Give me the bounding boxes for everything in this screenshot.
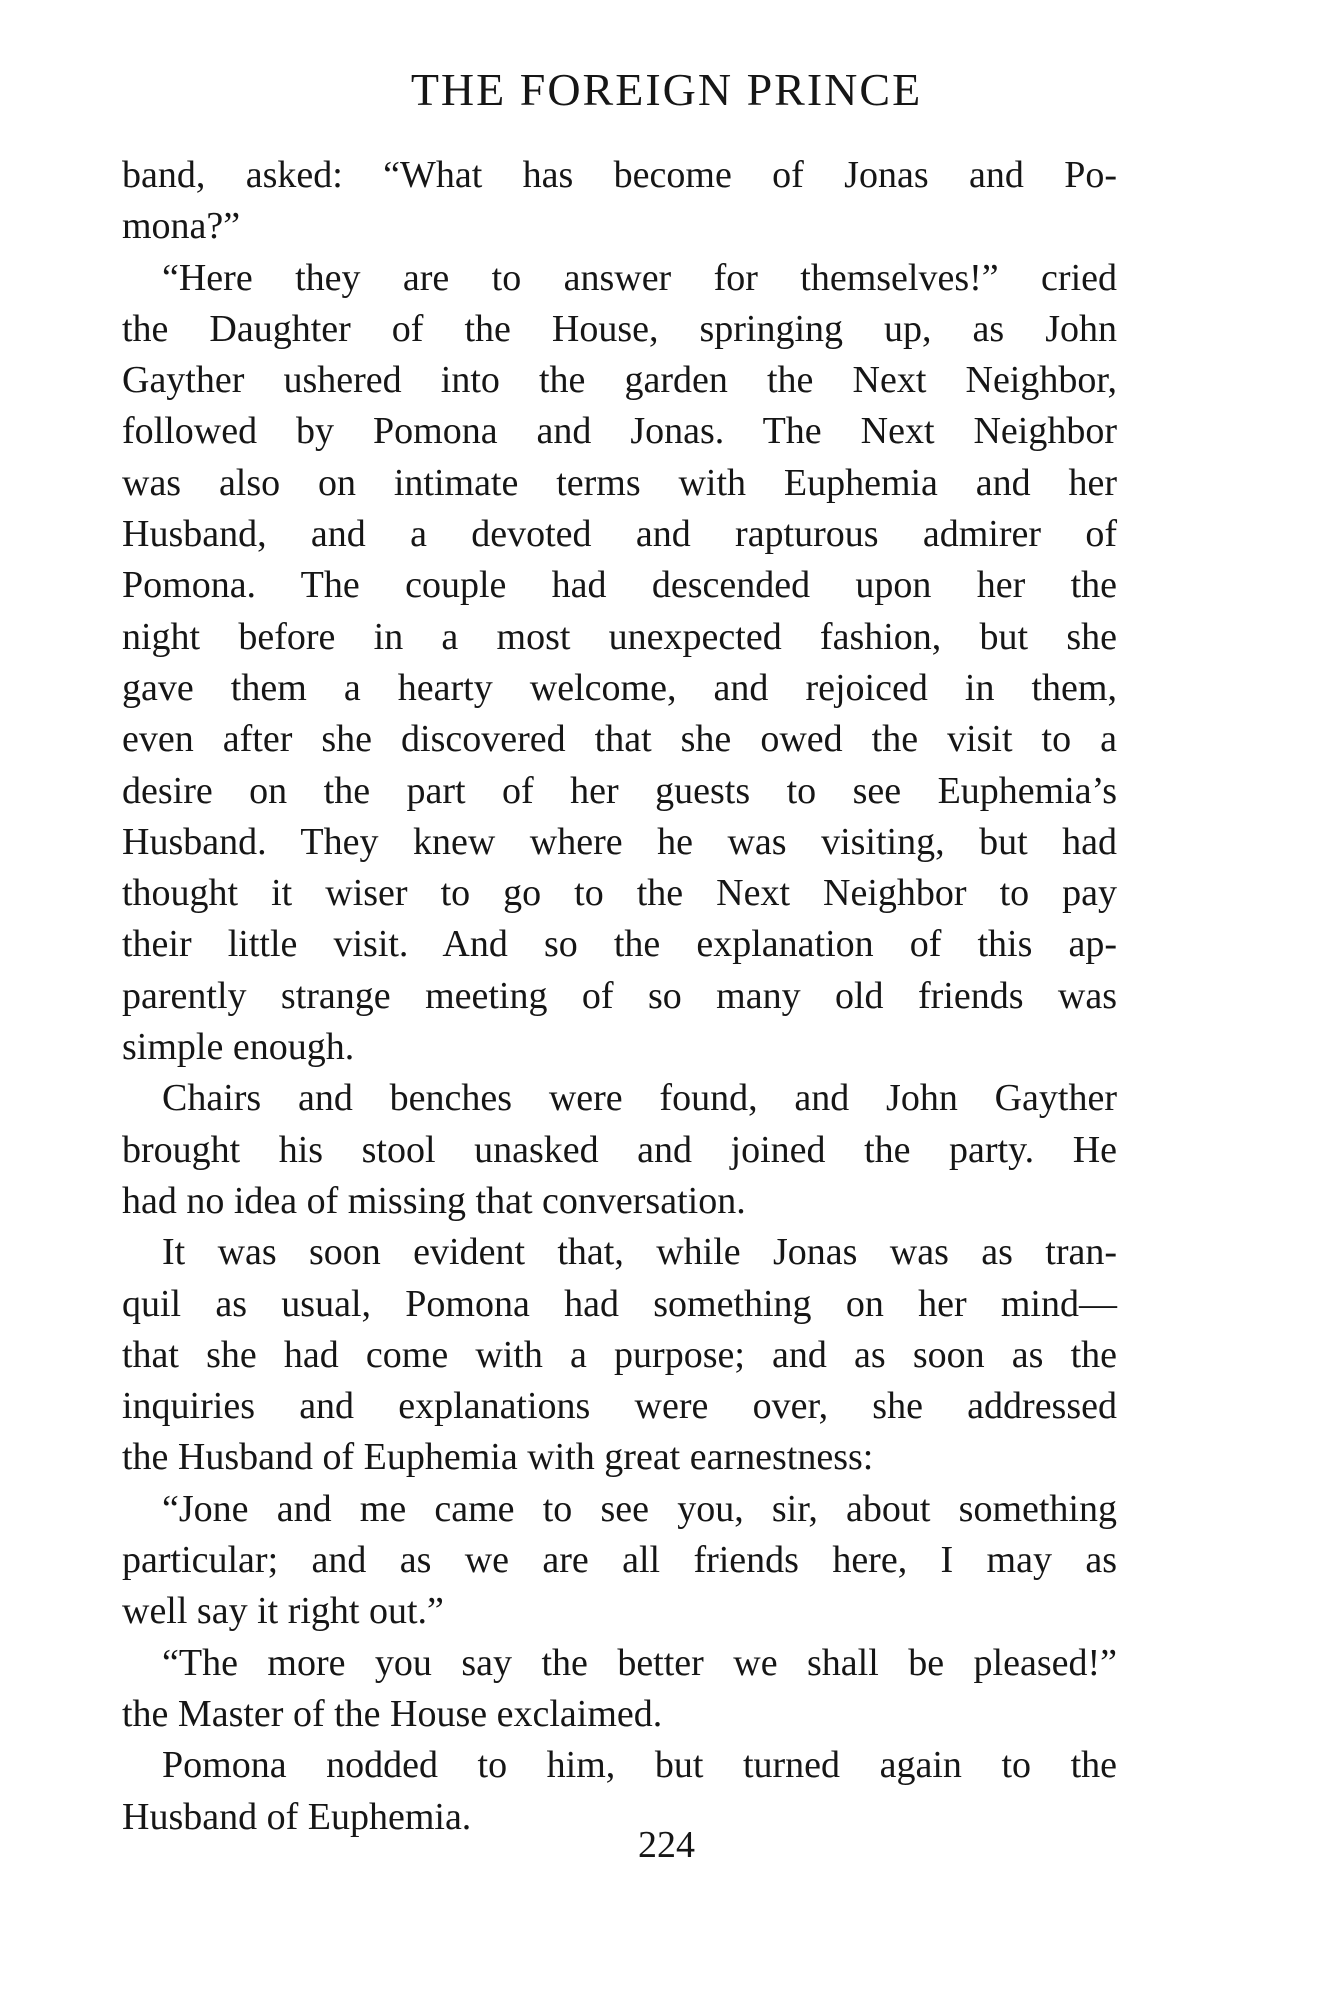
paragraph-4	[122, 1227, 1117, 1483]
text-line: desire on the part of her guests to see Euphemia’s	[122, 769, 1117, 812]
text-line: quil as usual, Pomona had something on her mind—	[122, 1282, 1117, 1325]
text-line: the Daughter of the House, springing up, as John	[122, 307, 1117, 350]
page-number: 224	[638, 1824, 695, 1866]
text-line: “The more you say the better we shall be pleased!”	[162, 1641, 1117, 1684]
text-line: parently strange meeting of so many old friends was	[122, 974, 1117, 1017]
text-line: the Master of the House exclaimed.	[122, 1692, 663, 1735]
text-line: Pomona. The couple had descended upon her the	[122, 564, 1117, 607]
text-line: brought his stool unasked and joined the party. He	[122, 1128, 1117, 1171]
text-line: well say it right out.”	[122, 1590, 444, 1633]
text-line: “Jone and me came to see you, sir, about something	[162, 1487, 1117, 1530]
text-line: the Husband of Euphemia with great earnestness:	[122, 1436, 874, 1479]
text-line: Chairs and benches were found, and John Gayther	[162, 1077, 1117, 1120]
text-line: followed by Pomona and Jonas. The Next Neighbor	[122, 410, 1117, 453]
text-line: Gayther ushered into the garden the Next Neighbor,	[122, 359, 1117, 402]
text-line: had no idea of missing that conversation.	[122, 1179, 746, 1222]
text-line: was also on intimate terms with Euphemia and her	[122, 461, 1117, 504]
text-line: inquiries and explanations were over, she addressed	[122, 1385, 1117, 1428]
text-line: Husband of Euphemia.	[122, 1795, 472, 1838]
text-line: mona?”	[122, 205, 241, 248]
text-line: gave them a hearty welcome, and rejoiced in them,	[122, 666, 1117, 709]
text-line: even after she discovered that she owed the visit to a	[122, 718, 1117, 761]
text-line: that she had come with a purpose; and as soon as the	[122, 1333, 1117, 1376]
text-line: night before in a most unexpected fashion, but she	[122, 615, 1117, 658]
text-line: It was soon evident that, while Jonas was as tran-	[162, 1231, 1117, 1274]
text-line: particular; and as we are all friends here, I may as	[122, 1539, 1117, 1582]
paragraph-1	[122, 150, 1117, 253]
running-head: THE FOREIGN PRINCE	[410, 64, 923, 115]
text-line: Pomona nodded to him, but turned again to the	[162, 1744, 1117, 1787]
body-text	[122, 150, 1117, 1843]
paragraph-5	[122, 1484, 1117, 1638]
text-line: their little visit. And so the explanation of this ap-	[122, 923, 1117, 966]
text-line: Husband, and a devoted and rapturous admirer of	[122, 513, 1117, 556]
paragraph-6	[122, 1638, 1117, 1741]
text-line: “Here they are to answer for themselves!” cried	[162, 256, 1117, 299]
paragraph-3	[122, 1073, 1117, 1227]
paragraph-2	[122, 253, 1117, 1074]
text-line: Husband. They knew where he was visiting, but had	[122, 820, 1117, 863]
text-line: thought it wiser to go to the Next Neighbor to pay	[122, 872, 1117, 915]
text-line: simple enough.	[122, 1026, 355, 1069]
text-line: band, asked: “What has become of Jonas and Po-	[122, 154, 1117, 196]
